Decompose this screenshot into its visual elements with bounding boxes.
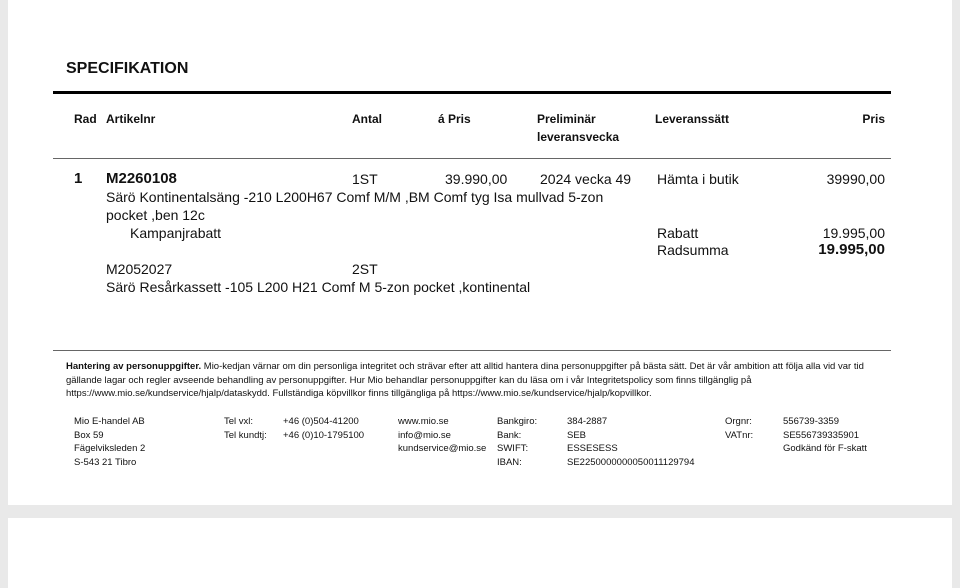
col-header-antal: Antal bbox=[352, 112, 382, 126]
company-street: Fägelviksleden 2 bbox=[74, 443, 146, 454]
col-header-leveransvecka-line1: Preliminär bbox=[537, 112, 596, 126]
col-header-pris: Pris bbox=[862, 112, 885, 126]
bank-value-bank: SEB bbox=[567, 429, 587, 441]
col-header-rad: Rad bbox=[74, 112, 97, 126]
col-header-leveransvecka-line2: leveransvecka bbox=[537, 130, 620, 144]
phone-value-vxl: +46 (0)504-41200 bbox=[283, 416, 359, 427]
company-city: S-543 21 Tibro bbox=[74, 456, 137, 468]
col-header-apris: á Pris bbox=[438, 112, 471, 126]
row1-pris: 39990,00 bbox=[826, 171, 885, 187]
web-contacts bbox=[398, 415, 486, 456]
phone-label-kundtj: Tel kundtj: bbox=[224, 429, 267, 441]
phone-label-vxl: Tel vxl: bbox=[224, 416, 254, 427]
row1-leveranssatt: Hämta i butik bbox=[657, 171, 739, 187]
row1-apris: 39.990,00 bbox=[445, 171, 508, 187]
row2-description: Särö Resårkassett -105 L200 H21 Comf M 5-zon pocket ,kontinental bbox=[106, 279, 531, 295]
row1-discount-text: Kampanjrabatt bbox=[130, 225, 222, 241]
org-label-vatnr: VATnr: bbox=[725, 429, 754, 441]
row1-leveransvecka: 2024 vecka 49 bbox=[540, 171, 632, 187]
company-name: Mio E-handel AB bbox=[74, 416, 145, 427]
col-header-leveransvecka bbox=[537, 110, 619, 146]
kundservice-email: kundservice@mio.se bbox=[398, 443, 487, 454]
web-url: www.mio.se bbox=[398, 416, 449, 427]
org-value-vatnr: SE556739335901 bbox=[783, 429, 860, 441]
header-rule bbox=[53, 91, 891, 94]
phone-labels bbox=[224, 415, 267, 442]
row1-antal: 1ST bbox=[352, 171, 378, 187]
org-value-fskatt: Godkänd för F-skatt bbox=[783, 443, 867, 454]
bank-label-bankgiro: Bankgiro: bbox=[497, 416, 538, 427]
row1-rad: 1 bbox=[74, 170, 83, 187]
bank-label-swift: SWIFT: bbox=[497, 443, 529, 454]
bank-labels bbox=[497, 415, 537, 469]
info-email: info@mio.se bbox=[398, 429, 451, 441]
bank-label-iban: IBAN: bbox=[497, 456, 522, 468]
row1-artikelnr: M2260108 bbox=[106, 170, 177, 187]
phone-values bbox=[283, 415, 364, 442]
org-label-orgnr: Orgnr: bbox=[725, 416, 752, 427]
row1-radsumma-label: Radsumma bbox=[657, 242, 729, 258]
privacy-text: Mio-kedjan värnar om din personliga integritet och strävar efter att alltid hantera dina personuppgifter på bästa sätt. Det är vår ambition att följa alla vid var tid gällande lagar och regler avseende behandling av personuppgifter. Hur Mio behandlar personuppgifter kan du läsa om i vår Integritetspolicy som finns tillgänglig på https://www.mio.se/kundservice/hjalp/dataskydd. Fullständiga köpvillkor finns tillgängliga på https://www.mio.se/kundservice/hjalp/kopvillkor. bbox=[66, 361, 864, 399]
bank-label-bank: Bank: bbox=[497, 429, 522, 441]
bank-values bbox=[567, 415, 695, 469]
row2-artikelnr: M2052027 bbox=[106, 261, 173, 277]
row1-radsumma-value: 19.995,00 bbox=[818, 241, 885, 258]
row1-discount-label: Rabatt bbox=[657, 225, 699, 241]
privacy-notice bbox=[66, 360, 886, 401]
col-header-leveranssatt: Leveranssätt bbox=[655, 112, 730, 126]
bank-value-swift: ESSESESS bbox=[567, 443, 618, 454]
page-title: SPECIFIKATION bbox=[66, 60, 189, 77]
row-rule bbox=[53, 158, 891, 159]
footer-rule bbox=[53, 350, 891, 351]
bank-value-bankgiro: 384-2887 bbox=[567, 416, 608, 427]
privacy-heading: Hantering av personuppgifter. bbox=[66, 361, 202, 372]
org-labels bbox=[725, 415, 753, 442]
row1-description: Särö Kontinentalsäng -210 L200H67 Comf M/M ,BM Comf tyg Isa mullvad 5-zon pocket ,ben 12c bbox=[106, 189, 604, 223]
row2-antal: 2ST bbox=[352, 261, 378, 277]
org-values bbox=[783, 415, 867, 456]
phone-value-kundtj: +46 (0)10-1795100 bbox=[283, 429, 365, 441]
company-address bbox=[74, 415, 145, 469]
bank-value-iban: SE2250000000050011129794 bbox=[567, 456, 695, 468]
next-page bbox=[8, 518, 952, 588]
col-header-artikelnr: Artikelnr bbox=[106, 112, 156, 126]
company-box: Box 59 bbox=[74, 429, 104, 441]
org-value-orgnr: 556739-3359 bbox=[783, 416, 839, 427]
row1-discount-value: 19.995,00 bbox=[822, 225, 885, 241]
